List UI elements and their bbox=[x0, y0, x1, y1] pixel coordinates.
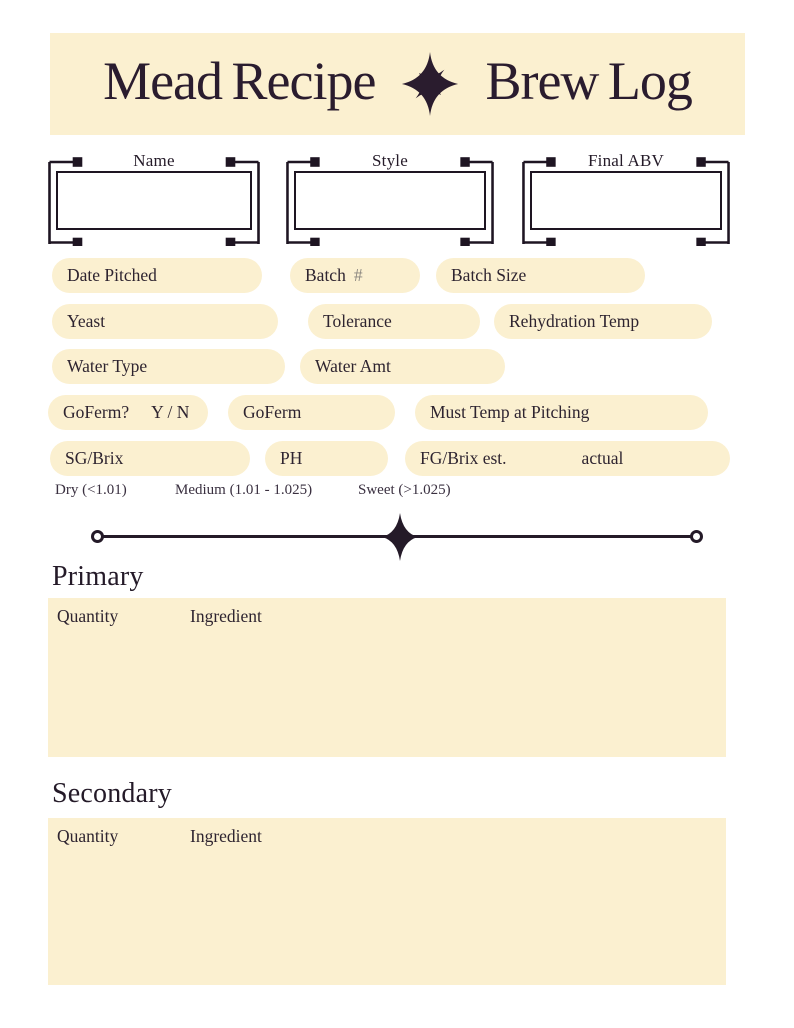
final-abv-input-area[interactable] bbox=[530, 171, 722, 230]
scale-left-ring-icon bbox=[91, 530, 104, 543]
date-pitched-label: Date Pitched bbox=[67, 265, 157, 285]
goferm-label: GoFerm bbox=[243, 402, 302, 422]
page-title-left: Mead Recipe bbox=[103, 51, 376, 111]
name-input-area[interactable] bbox=[56, 171, 252, 230]
secondary-ingredient-header: Ingredient bbox=[190, 826, 262, 846]
sweetness-dry-label: Dry (<1.01) bbox=[55, 482, 127, 498]
batch-size-field[interactable] bbox=[436, 258, 645, 293]
must-temp-label: Must Temp at Pitching bbox=[430, 402, 590, 422]
batch-label: Batch bbox=[305, 265, 346, 285]
primary-section-title: Primary bbox=[52, 561, 144, 592]
tolerance-field[interactable] bbox=[308, 304, 480, 339]
must-temp-field[interactable] bbox=[415, 395, 708, 430]
fg-brix-est-label: FG/Brix est. bbox=[420, 448, 507, 468]
primary-ingredients-box[interactable] bbox=[48, 598, 726, 757]
secondary-ingredients-box[interactable] bbox=[48, 818, 726, 985]
goferm-question-label: GoFerm? bbox=[63, 402, 130, 422]
final-abv-box-label: Final ABV bbox=[588, 151, 664, 170]
batch-hash: # bbox=[353, 265, 363, 285]
secondary-section-title: Secondary bbox=[52, 778, 172, 809]
primary-quantity-header: Quantity bbox=[57, 606, 119, 626]
ph-label: PH bbox=[280, 448, 303, 468]
tolerance-label: Tolerance bbox=[323, 311, 392, 331]
final-abv-box bbox=[522, 152, 730, 246]
name-box-label: Name bbox=[133, 151, 175, 170]
yeast-field[interactable] bbox=[52, 304, 278, 339]
water-amt-label: Water Amt bbox=[315, 356, 391, 376]
sg-brix-field[interactable] bbox=[50, 441, 250, 476]
goferm-yn-options: Y / N bbox=[151, 402, 190, 422]
sweetness-medium-label: Medium (1.01 - 1.025) bbox=[175, 482, 313, 498]
page-title-right: Brew Log bbox=[485, 51, 692, 111]
goferm-yn-field[interactable] bbox=[48, 395, 208, 430]
fg-actual-label: actual bbox=[581, 448, 624, 468]
header-banner bbox=[50, 33, 745, 135]
name-box bbox=[48, 152, 260, 246]
style-input-area[interactable] bbox=[294, 171, 486, 230]
ph-field[interactable] bbox=[265, 441, 388, 476]
rehydration-temp-field[interactable] bbox=[494, 304, 712, 339]
water-amt-field[interactable] bbox=[300, 349, 505, 384]
secondary-quantity-header: Quantity bbox=[57, 826, 119, 846]
primary-ingredient-header: Ingredient bbox=[190, 606, 262, 626]
sg-brix-label: SG/Brix bbox=[65, 448, 124, 468]
goferm-field[interactable] bbox=[228, 395, 395, 430]
style-box bbox=[286, 152, 494, 246]
fg-brix-field[interactable] bbox=[405, 441, 730, 476]
date-pitched-field[interactable] bbox=[52, 258, 262, 293]
batch-size-label: Batch Size bbox=[451, 265, 527, 285]
scale-diamond-marker[interactable] bbox=[382, 513, 418, 561]
batch-number-field[interactable] bbox=[290, 258, 420, 293]
rehydration-temp-label: Rehydration Temp bbox=[509, 311, 640, 331]
scale-right-ring-icon bbox=[690, 530, 703, 543]
water-type-label: Water Type bbox=[67, 356, 148, 376]
sparkle-icon bbox=[399, 51, 461, 117]
water-type-field[interactable] bbox=[52, 349, 285, 384]
sweetness-sweet-label: Sweet (>1.025) bbox=[358, 482, 451, 498]
yeast-label: Yeast bbox=[67, 311, 106, 331]
style-box-label: Style bbox=[372, 151, 408, 170]
